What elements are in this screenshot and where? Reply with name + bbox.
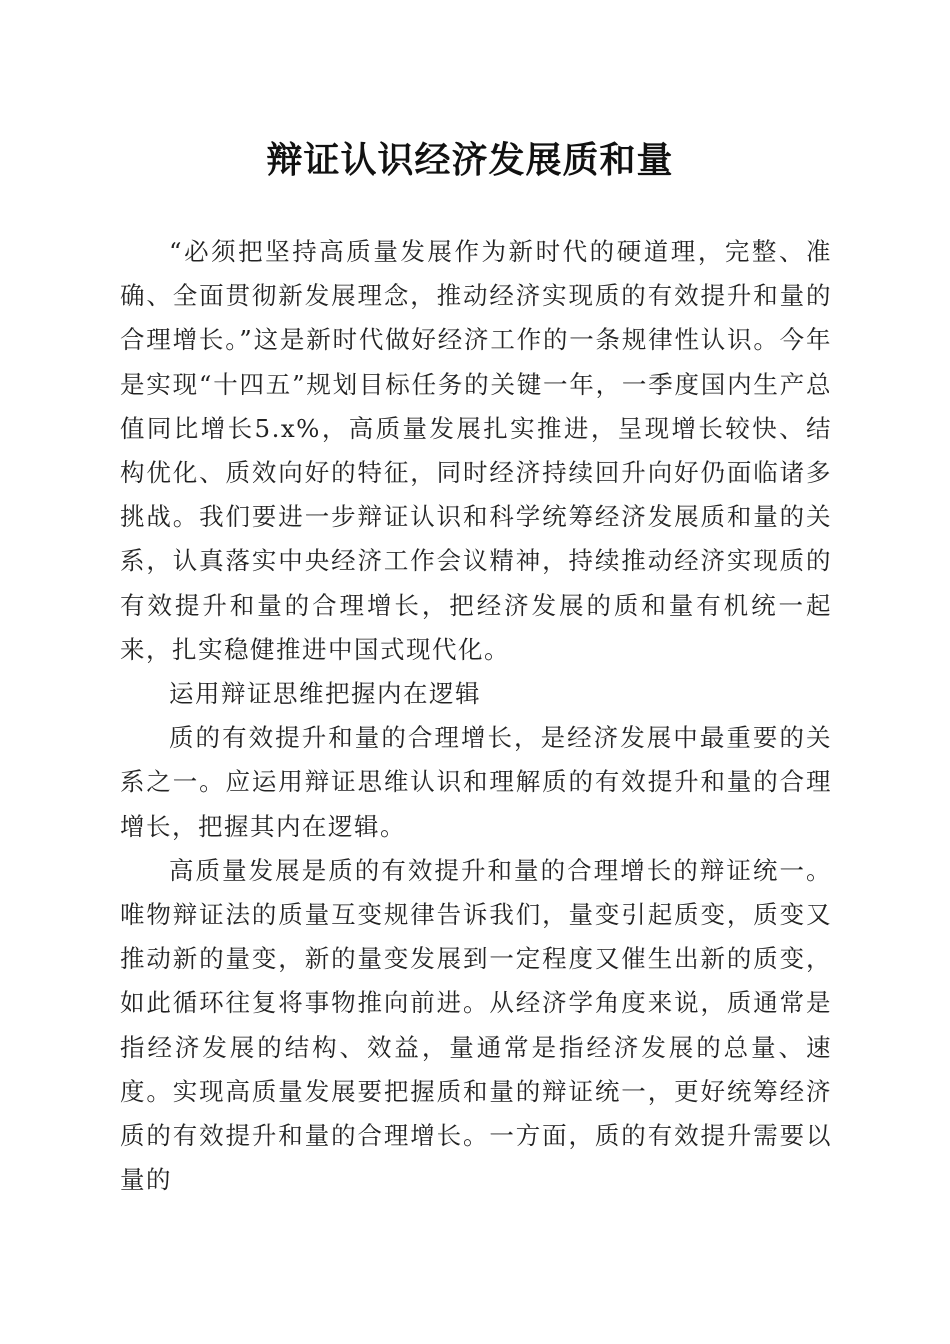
document-body	[120, 230, 832, 1202]
intro-paragraph: “必须把坚持高质量发展作为新时代的硬道理，完整、准确、全面贯彻新发展理念，推动经济实现质的有效提升和量的合理增长。”这是新时代做好经济工作的一条规律性认识。今年是实现“十四五”规划目标任务的关键一年，一季度国内生产总值同比增长5.x%，高质量发展扎实推进，呈现增长较快、结构优化、质效向好的特征，同时经济持续回升向好仍面临诸多挑战。我们要进一步辩证认识和科学统筹经济发展质和量的关系，认真落实中央经济工作会议精神，持续推动经济实现质的有效提升和量的合理增长，把经济发展的质和量有机统一起来，扎实稳健推进中国式现代化。	[120, 237, 832, 664]
section-heading: 运用辩证思维把握内在逻辑	[169, 679, 481, 709]
body-paragraph: 质的有效提升和量的合理增长，是经济发展中最重要的关系之一。应运用辩证思维认识和理解质的有效提升和量的合理增长，把握其内在逻辑。	[120, 723, 832, 841]
document-title: 辩证认识经济发展质和量	[266, 139, 674, 181]
body-paragraph: 高质量发展是质的有效提升和量的合理增长的辩证统一。唯物辩证法的质量互变规律告诉我们，量变引起质变，质变又推动新的量变，新的量变发展到一定程度又催生出新的质变，如此循环往复将事物推向前进。从经济学角度来说，质通常是指经济发展的结构、效益，量通常是指经济发展的总量、速度。实现高质量发展要把握质和量的辩证统一，更好统筹经济质的有效提升和量的合理增长。一方面，质的有效提升需要以量的	[120, 855, 832, 1195]
